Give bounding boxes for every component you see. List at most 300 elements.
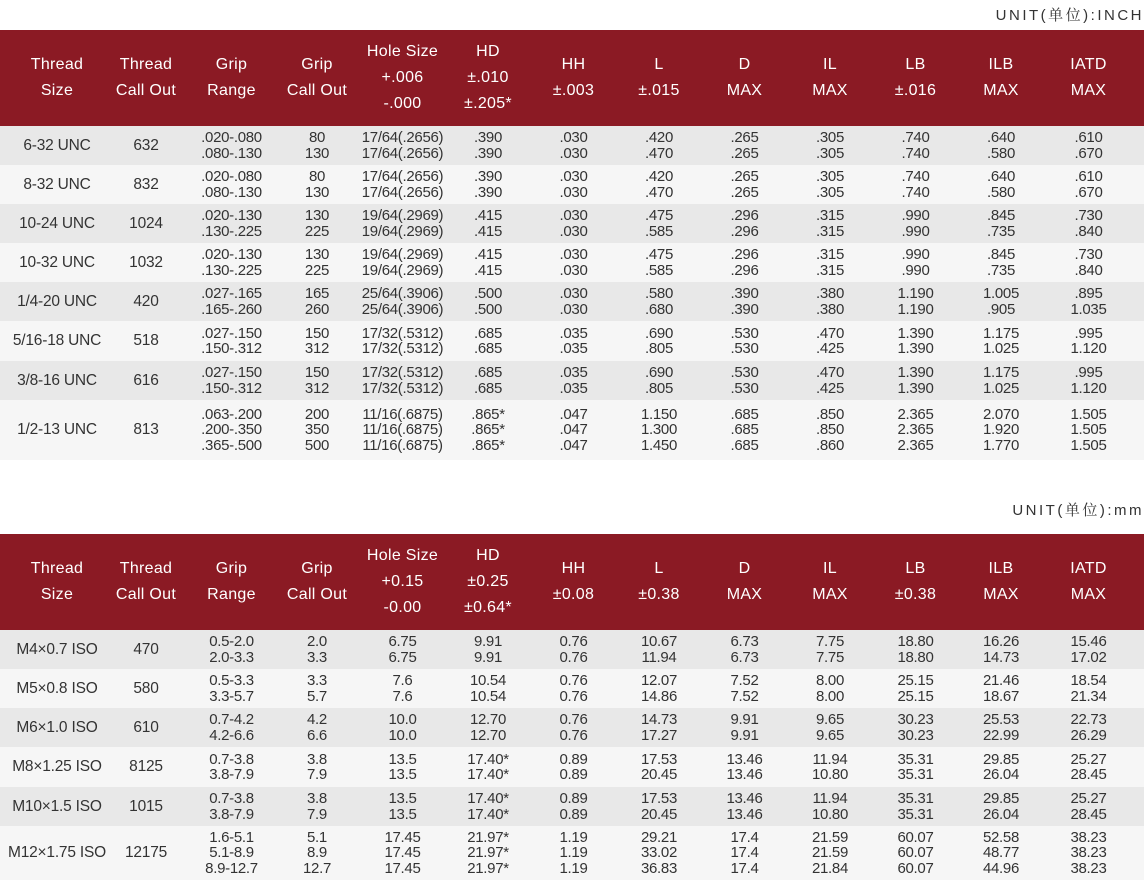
- cell-line: .860: [816, 436, 844, 454]
- table-row: [0, 708, 1144, 747]
- cell-line: .265: [730, 183, 759, 201]
- cell-thread-size: [0, 630, 114, 669]
- cell-hh: [520, 826, 627, 880]
- cell-hd: [456, 361, 520, 400]
- cell-line: 1.920: [982, 421, 1020, 439]
- cell-thread-size: [0, 204, 114, 243]
- cell-line: 38.23: [1070, 844, 1107, 862]
- cell-grip-call-out: [285, 630, 349, 669]
- cell-line: 813: [133, 421, 159, 439]
- table-row: [0, 282, 1144, 321]
- cell-line: 0.89: [559, 790, 588, 807]
- cell-line: 10.0: [388, 726, 417, 744]
- header-line: ±.010: [467, 69, 509, 86]
- cell-line: 10-32 UNC: [19, 253, 95, 271]
- cell-line: 36.83: [640, 859, 678, 877]
- header-line: Thread: [30, 560, 84, 577]
- cell-line: .200-.350: [201, 421, 262, 439]
- cell-l: [627, 708, 691, 747]
- cell-grip-call-out: [285, 826, 349, 880]
- cell-line: 0.76: [559, 711, 588, 728]
- cell-line: 3.3-5.7: [209, 687, 254, 705]
- header-line: Call Out: [286, 586, 348, 603]
- cell-line: 17.45: [384, 859, 421, 877]
- cell-line: 8125: [129, 758, 163, 776]
- cell-line: 7.6: [392, 687, 413, 705]
- cell-hd: [456, 826, 520, 880]
- cell-ilb: [969, 708, 1033, 747]
- cell-line: 17/32(.5312): [361, 340, 444, 357]
- cell-il: [798, 630, 862, 669]
- cell-line: .670: [1074, 183, 1103, 201]
- column-header-grip-call-out: [285, 534, 349, 630]
- cell-line: 13.5: [388, 790, 417, 807]
- cell-line: 1.190: [897, 285, 934, 302]
- header-line: Hole Size: [366, 43, 439, 60]
- cell-hd: [456, 126, 520, 165]
- cell-line: .296: [730, 207, 759, 224]
- cell-thread-size: [0, 361, 114, 400]
- header-line: ILB: [988, 56, 1014, 73]
- cell-il: [798, 204, 862, 243]
- cell-line: 13.5: [388, 750, 417, 768]
- cell-line: 44.96: [982, 859, 1020, 877]
- cell-line: 9.91: [730, 726, 759, 744]
- cell-line: 7.9: [307, 766, 327, 783]
- header-line: Range: [207, 586, 256, 603]
- cell-il: [798, 669, 862, 708]
- cell-line: 11/16(.6875): [362, 405, 443, 423]
- cell-d: [691, 787, 798, 826]
- header-line: ±0.38: [894, 586, 937, 603]
- column-header-lb: [862, 534, 969, 630]
- cell-l: [627, 669, 691, 708]
- cell-line: 260: [304, 300, 330, 318]
- cell-iatd: [1033, 321, 1144, 361]
- cell-line: .047: [559, 421, 588, 439]
- cell-line: .840: [1074, 222, 1103, 240]
- header-line: MAX: [1070, 82, 1107, 99]
- cell-line: M10×1.5 ISO: [12, 797, 102, 815]
- cell-line: 30.23: [897, 726, 934, 744]
- cell-line: .020-.130: [201, 207, 262, 224]
- cell-line: 610: [133, 718, 159, 736]
- cell-line: 1.175: [982, 364, 1020, 381]
- cell-line: .685: [474, 340, 502, 357]
- header-line: IL: [823, 56, 837, 73]
- cell-line: .027-.150: [201, 364, 262, 381]
- cell-line: 10.54: [469, 687, 507, 705]
- column-header-thread-call-out: [114, 30, 178, 126]
- cell-thread-size: [0, 243, 114, 282]
- cell-line: 0.89: [559, 766, 588, 783]
- table-row: [0, 243, 1144, 282]
- cell-line: 5/16-18 UNC: [12, 332, 102, 350]
- cell-line: 8.9-12.7: [205, 859, 258, 877]
- cell-thread-call-out: [114, 708, 178, 747]
- cell-thread-size: [0, 708, 114, 747]
- cell-line: 12.70: [469, 711, 507, 728]
- cell-line: 1.035: [1070, 300, 1107, 318]
- cell-d: [691, 204, 798, 243]
- header-line: ILB: [988, 560, 1014, 577]
- cell-grip-call-out: [285, 126, 349, 165]
- cell-grip-range: [178, 282, 285, 321]
- cell-line: .150-.312: [201, 340, 262, 357]
- cell-thread-size: [0, 321, 114, 361]
- header-line: -.000: [383, 95, 422, 112]
- cell-line: 0.76: [559, 672, 588, 689]
- cell-line: 30.23: [897, 711, 934, 728]
- header-line: IL: [823, 560, 837, 577]
- cell-line: 3.8: [307, 790, 327, 807]
- cell-line: .670: [1074, 144, 1103, 162]
- mm-table-header: [0, 534, 1144, 630]
- cell-il: [798, 282, 862, 321]
- cell-line: 12175: [124, 844, 168, 862]
- cell-line: .690: [645, 324, 673, 342]
- column-header-ilb: [969, 30, 1033, 126]
- column-header-hh: [520, 534, 627, 630]
- cell-line: .020-.080: [201, 168, 262, 185]
- cell-grip-range: [178, 126, 285, 165]
- cell-ilb: [969, 826, 1033, 880]
- cell-line: 19/64(.2969): [361, 207, 444, 224]
- cell-line: .895: [1074, 285, 1103, 302]
- cell-hd: [456, 787, 520, 826]
- cell-grip-range: [178, 747, 285, 787]
- cell-d: [691, 126, 798, 165]
- unit-label-mm: UNIT(单位):mm: [1012, 502, 1144, 519]
- cell-line: .305: [816, 129, 844, 146]
- cell-line: .685: [730, 436, 759, 454]
- cell-hh: [520, 669, 627, 708]
- cell-line: .990: [901, 246, 930, 263]
- cell-line: M4×0.7 ISO: [16, 640, 98, 658]
- cell-grip-call-out: [285, 321, 349, 361]
- cell-line: 225: [304, 261, 330, 279]
- cell-line: 130: [304, 144, 330, 162]
- cell-line: 8.00: [816, 687, 844, 705]
- column-header-hd: [456, 534, 520, 630]
- cell-line: 12.07: [640, 672, 678, 689]
- column-header-hd: [456, 30, 520, 126]
- cell-line: 1.120: [1070, 379, 1107, 397]
- cell-thread-size: [0, 282, 114, 321]
- cell-line: 25/64(.3906): [361, 300, 444, 318]
- cell-lb: [862, 243, 969, 282]
- cell-grip-range: [178, 708, 285, 747]
- cell-thread-size: [0, 165, 114, 204]
- cell-hh: [520, 204, 627, 243]
- cell-line: .030: [559, 183, 588, 201]
- header-line: ±0.38: [638, 586, 680, 603]
- cell-line: 21.97*: [467, 859, 509, 877]
- cell-line: 1.120: [1070, 340, 1107, 357]
- column-header-lb: [862, 30, 969, 126]
- cell-thread-size: [0, 787, 114, 826]
- cell-hd: [456, 630, 520, 669]
- inch-table-header: [0, 30, 1144, 126]
- cell-lb: [862, 282, 969, 321]
- cell-hh: [520, 321, 627, 361]
- cell-line: 1.390: [897, 379, 934, 397]
- column-header-grip-call-out: [285, 30, 349, 126]
- header-line: LB: [905, 56, 926, 73]
- header-line: D: [738, 56, 751, 73]
- table-row: [0, 747, 1144, 787]
- cell-line: .035: [559, 364, 588, 381]
- cell-il: [798, 400, 862, 460]
- cell-line: 1.505: [1070, 421, 1107, 439]
- table-row: [0, 787, 1144, 826]
- cell-line: .415: [474, 222, 502, 240]
- cell-line: 21.59: [811, 828, 849, 846]
- cell-line: 38.23: [1070, 859, 1107, 877]
- cell-ilb: [969, 400, 1033, 460]
- cell-line: .047: [559, 436, 588, 454]
- column-header-hh: [520, 30, 627, 126]
- table-row: [0, 165, 1144, 204]
- column-header-grip-range: [178, 30, 285, 126]
- cell-line: .585: [645, 261, 673, 279]
- cell-hh: [520, 243, 627, 282]
- cell-thread-call-out: [114, 126, 178, 165]
- cell-line: 8.9: [307, 844, 327, 862]
- cell-hole-size: [349, 165, 456, 204]
- cell-lb: [862, 126, 969, 165]
- cell-iatd: [1033, 282, 1144, 321]
- cell-line: 2.070: [982, 405, 1020, 423]
- cell-line: 25.27: [1070, 790, 1107, 807]
- cell-line: .415: [474, 207, 502, 224]
- table-row: [0, 400, 1144, 460]
- cell-line: .610: [1074, 129, 1103, 146]
- header-line: HH: [561, 56, 586, 73]
- cell-line: .305: [816, 183, 844, 201]
- cell-line: .685: [474, 379, 502, 397]
- cell-ilb: [969, 204, 1033, 243]
- header-line: D: [738, 560, 751, 577]
- cell-line: 1.390: [897, 340, 934, 357]
- cell-line: 1.19: [559, 828, 588, 846]
- column-header-grip-range: [178, 534, 285, 630]
- cell-line: .130-.225: [201, 222, 262, 240]
- cell-line: 35.31: [897, 750, 934, 768]
- cell-line: 4.2-6.6: [209, 726, 254, 744]
- cell-line: .296: [730, 222, 759, 240]
- cell-line: 0.7-3.8: [209, 750, 254, 768]
- header-line: +.006: [381, 69, 424, 86]
- cell-lb: [862, 708, 969, 747]
- cell-line: 1.150: [640, 405, 678, 423]
- cell-line: 17.40*: [467, 805, 509, 823]
- cell-line: .265: [730, 129, 759, 146]
- cell-l: [627, 787, 691, 826]
- header-line: Thread: [119, 56, 173, 73]
- cell-l: [627, 361, 691, 400]
- cell-line: 12.7: [303, 859, 331, 877]
- cell-line: 7.52: [730, 672, 759, 689]
- cell-line: 25.15: [897, 687, 934, 705]
- cell-line: .470: [816, 324, 844, 342]
- cell-line: .315: [816, 207, 844, 224]
- cell-hd: [456, 282, 520, 321]
- mm-spec-table: [0, 534, 1144, 880]
- cell-line: 10.54: [469, 672, 507, 689]
- cell-il: [798, 243, 862, 282]
- cell-line: .995: [1074, 324, 1103, 342]
- cell-line: .315: [816, 222, 844, 240]
- cell-line: 616: [133, 371, 159, 389]
- cell-ilb: [969, 126, 1033, 165]
- cell-line: .475: [645, 207, 673, 224]
- cell-iatd: [1033, 126, 1144, 165]
- cell-line: 25/64(.3906): [361, 285, 444, 302]
- cell-hd: [456, 747, 520, 787]
- cell-line: .740: [901, 144, 930, 162]
- cell-line: 5.1: [307, 828, 327, 846]
- cell-line: .390: [474, 144, 502, 162]
- header-line: MAX: [726, 586, 763, 603]
- cell-lb: [862, 165, 969, 204]
- cell-iatd: [1033, 826, 1144, 880]
- cell-line: .610: [1074, 168, 1103, 185]
- cell-line: 6.73: [730, 648, 759, 666]
- cell-d: [691, 282, 798, 321]
- cell-line: 1032: [129, 253, 163, 271]
- cell-line: 35.31: [897, 805, 934, 823]
- cell-line: .390: [730, 285, 759, 302]
- cell-line: .315: [816, 246, 844, 263]
- cell-line: 518: [133, 332, 159, 350]
- cell-line: 9.65: [816, 711, 844, 728]
- cell-l: [627, 400, 691, 460]
- cell-line: 1.450: [640, 436, 678, 454]
- cell-grip-call-out: [285, 400, 349, 460]
- cell-line: 20.45: [640, 805, 678, 823]
- cell-line: 13.46: [726, 790, 763, 807]
- cell-thread-size: [0, 826, 114, 880]
- cell-d: [691, 321, 798, 361]
- cell-line: 26.29: [1070, 726, 1107, 744]
- cell-l: [627, 630, 691, 669]
- cell-thread-call-out: [114, 282, 178, 321]
- cell-line: 19/64(.2969): [361, 246, 444, 263]
- cell-il: [798, 826, 862, 880]
- cell-line: M6×1.0 ISO: [16, 718, 98, 736]
- cell-line: 7.75: [816, 633, 844, 650]
- table-row: [0, 669, 1144, 708]
- cell-line: 17/32(.5312): [361, 324, 444, 342]
- cell-line: .035: [559, 324, 588, 342]
- cell-line: .415: [474, 261, 502, 279]
- header-line: MAX: [726, 82, 763, 99]
- cell-grip-call-out: [285, 747, 349, 787]
- cell-line: .027-.165: [201, 285, 262, 302]
- cell-line: 130: [304, 246, 330, 263]
- cell-hole-size: [349, 126, 456, 165]
- cell-line: .020-.130: [201, 246, 262, 263]
- cell-line: 38.23: [1070, 828, 1107, 846]
- cell-line: M5×0.8 ISO: [16, 679, 98, 697]
- cell-d: [691, 630, 798, 669]
- cell-line: 1.025: [982, 340, 1020, 357]
- cell-line: .035: [559, 340, 588, 357]
- header-line: Grip: [215, 560, 248, 577]
- cell-line: 14.86: [640, 687, 678, 705]
- cell-d: [691, 400, 798, 460]
- cell-line: 3.3: [307, 672, 327, 689]
- cell-line: 17/64(.2656): [361, 183, 444, 201]
- cell-line: 1/2-13 UNC: [17, 421, 97, 439]
- cell-line: 130: [304, 207, 330, 224]
- table-row: [0, 826, 1144, 880]
- cell-line: .805: [645, 340, 673, 357]
- cell-grip-range: [178, 165, 285, 204]
- cell-hole-size: [349, 826, 456, 880]
- cell-line: .063-.200: [201, 405, 262, 423]
- cell-line: 17.53: [640, 750, 678, 768]
- cell-hh: [520, 165, 627, 204]
- cell-hole-size: [349, 321, 456, 361]
- cell-line: 7.6: [392, 672, 413, 689]
- cell-lb: [862, 787, 969, 826]
- cell-d: [691, 361, 798, 400]
- inch-table-body: [0, 126, 1144, 460]
- cell-line: 0.7-4.2: [209, 711, 254, 728]
- cell-grip-call-out: [285, 282, 349, 321]
- cell-line: 0.76: [559, 687, 588, 705]
- header-line: Hole Size: [366, 547, 439, 564]
- cell-line: .730: [1074, 246, 1103, 263]
- cell-line: .415: [474, 246, 502, 263]
- cell-line: 7.52: [730, 687, 759, 705]
- cell-thread-size: [0, 126, 114, 165]
- header-line: LB: [905, 560, 926, 577]
- cell-line: .580: [645, 285, 673, 302]
- cell-line: .685: [730, 405, 759, 423]
- cell-line: 29.21: [640, 828, 678, 846]
- cell-line: 0.89: [559, 750, 588, 768]
- cell-thread-call-out: [114, 787, 178, 826]
- cell-line: M8×1.25 ISO: [12, 758, 102, 776]
- cell-line: 21.46: [982, 672, 1020, 689]
- cell-line: 17.45: [384, 828, 421, 846]
- cell-line: .530: [730, 364, 759, 381]
- header-line: IATD: [1070, 56, 1107, 73]
- column-header-iatd: [1033, 30, 1144, 126]
- cell-iatd: [1033, 747, 1144, 787]
- cell-line: 2.365: [897, 436, 934, 454]
- cell-l: [627, 282, 691, 321]
- cell-iatd: [1033, 708, 1144, 747]
- cell-lb: [862, 669, 969, 708]
- header-line: HH: [561, 560, 586, 577]
- cell-line: .685: [474, 324, 502, 342]
- cell-line: .740: [901, 129, 930, 146]
- cell-ilb: [969, 243, 1033, 282]
- cell-thread-size: [0, 669, 114, 708]
- header-line: Call Out: [115, 82, 177, 99]
- cell-line: 17.4: [730, 828, 759, 846]
- cell-line: 3.8-7.9: [209, 766, 254, 783]
- cell-line: 1.770: [982, 436, 1020, 454]
- cell-line: 9.91: [474, 633, 502, 650]
- cell-line: .735: [987, 261, 1015, 279]
- cell-line: 17.40*: [467, 766, 509, 783]
- cell-iatd: [1033, 787, 1144, 826]
